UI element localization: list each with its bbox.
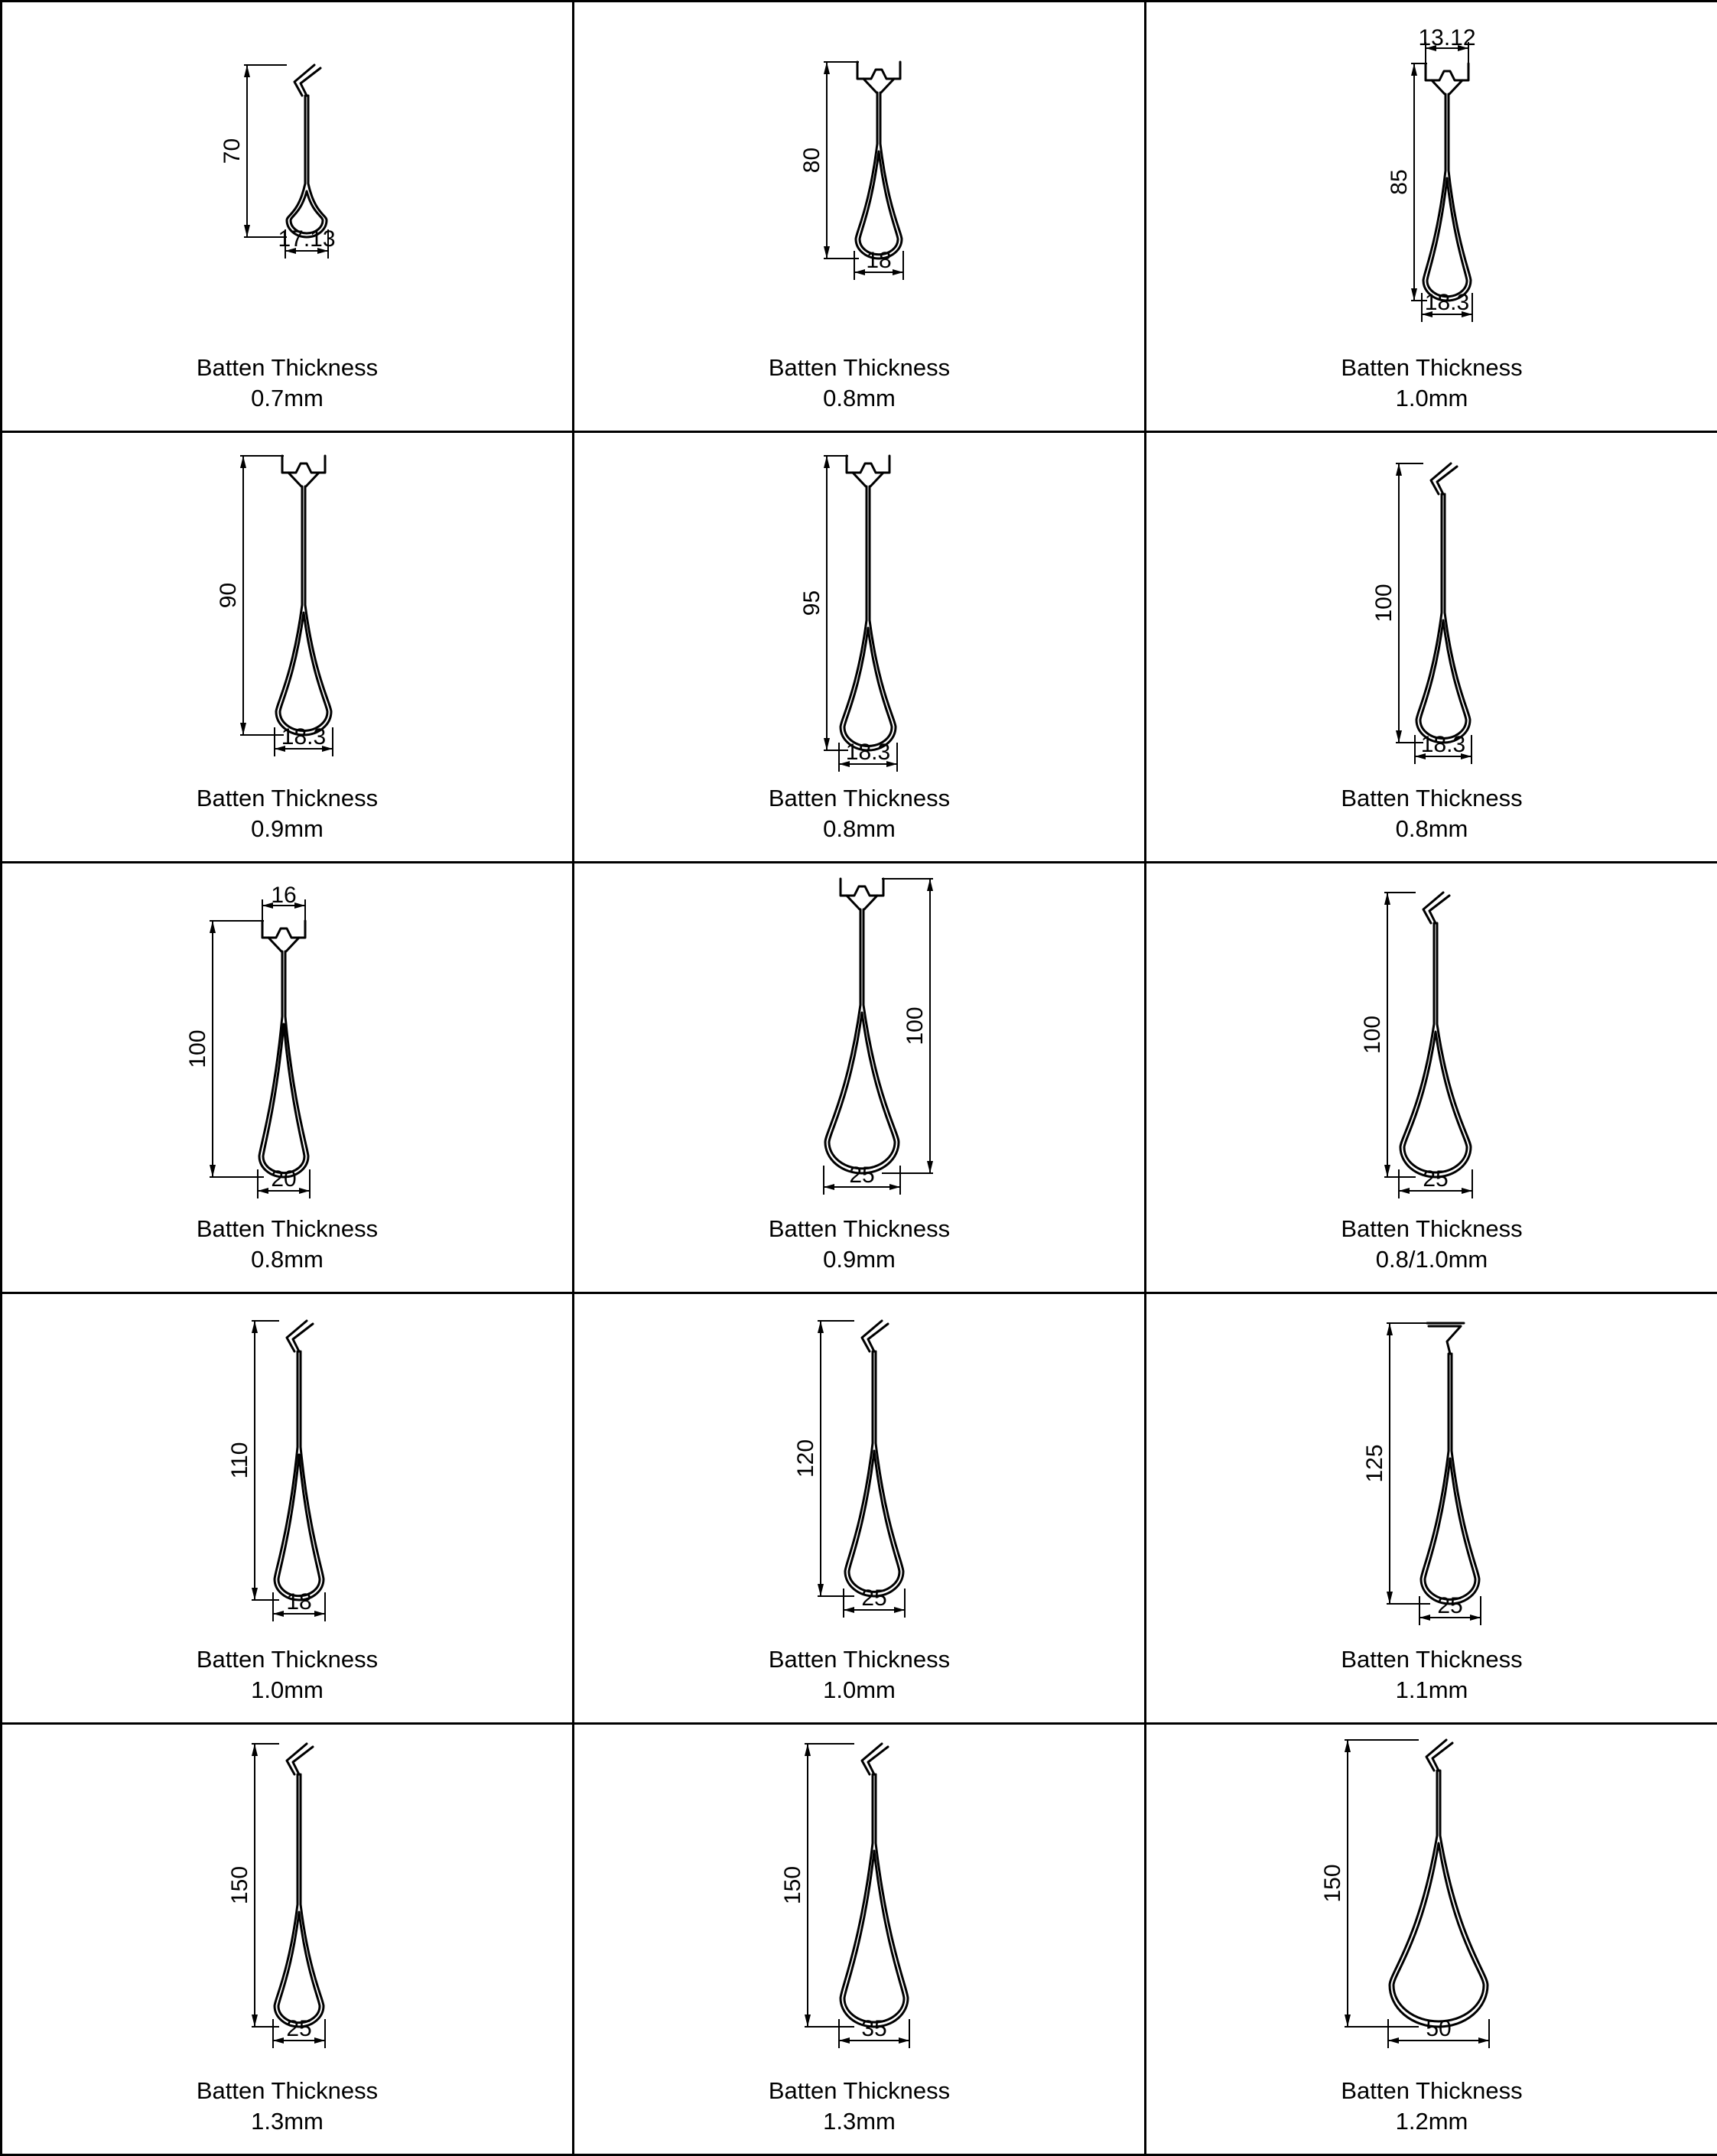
- width-dimension-label: 25: [1437, 1593, 1463, 1618]
- thickness-value: 0.8mm: [1395, 815, 1468, 842]
- profile-outline: [841, 456, 896, 750]
- dimension-arrowhead: [889, 1184, 900, 1190]
- profile-drawing: [2, 1294, 574, 1635]
- profile-drawing: [2, 1725, 574, 2067]
- profile-outline: [1421, 1323, 1479, 1604]
- profile-drawing: [1146, 1294, 1717, 1635]
- dimension-arrowhead: [1462, 1188, 1472, 1194]
- profile-drawing: [1146, 863, 1717, 1205]
- caption-label: Batten Thickness: [1341, 785, 1523, 811]
- top-dimension-label: 16: [271, 883, 297, 908]
- batten-caption: [2, 1214, 572, 1275]
- profile-outline: [1416, 463, 1470, 743]
- batten-caption: [2, 783, 572, 844]
- caption-label: Batten Thickness: [768, 2077, 951, 2104]
- profile-drawing: [574, 1725, 1146, 2067]
- profile-cell: [1144, 431, 1717, 863]
- width-dimension-label: 18: [866, 248, 892, 273]
- batten-caption: [2, 2076, 572, 2137]
- dimension-arrowhead: [805, 1744, 811, 1756]
- dimension-arrowhead: [1345, 1740, 1351, 1752]
- profile-cell: [0, 861, 574, 1294]
- dimension-arrowhead: [252, 2015, 258, 2027]
- width-dimension-label: 20: [271, 1166, 297, 1192]
- batten-caption: [1146, 2076, 1717, 2137]
- width-dimension-label: 50: [1426, 2016, 1452, 2041]
- profile-cell: [1144, 861, 1717, 1294]
- dimension-arrowhead: [1345, 2015, 1351, 2027]
- batten-caption: [1146, 1644, 1717, 1706]
- height-dimension-label: 85: [1387, 169, 1412, 195]
- dimension-arrowhead: [927, 1161, 933, 1173]
- dimension-arrowhead: [893, 269, 903, 275]
- width-dimension-label: 18: [286, 1589, 312, 1615]
- batten-caption: [574, 783, 1144, 844]
- height-dimension-label: 80: [799, 147, 824, 174]
- dimension-arrowhead: [1396, 463, 1402, 476]
- dimension-arrowhead: [818, 1321, 824, 1333]
- thickness-value: 0.9mm: [823, 1246, 896, 1273]
- height-dimension-label: 70: [220, 138, 245, 164]
- height-dimension-label: 125: [1362, 1444, 1387, 1483]
- width-dimension-label: 25: [286, 2016, 312, 2041]
- profile-cell: [0, 1292, 574, 1725]
- dimension-arrowhead: [1419, 1615, 1430, 1621]
- profile-drawing: [574, 433, 1146, 774]
- width-dimension-label: 25: [861, 1585, 887, 1611]
- dimension-arrowhead: [240, 456, 246, 468]
- profile-drawing: [1146, 2, 1717, 343]
- dimension-arrowhead: [1411, 63, 1417, 76]
- caption-label: Batten Thickness: [196, 2077, 379, 2104]
- dimension-arrowhead: [299, 1188, 310, 1194]
- profile-outline: [845, 1321, 903, 1596]
- dimension-arrowhead: [805, 2015, 811, 2027]
- batten-caption: [1146, 783, 1717, 844]
- height-dimension-label: 95: [799, 590, 824, 616]
- dimension-arrowhead: [844, 1607, 854, 1613]
- dimension-arrowhead: [839, 2037, 850, 2044]
- dimension-arrowhead: [1399, 1188, 1410, 1194]
- width-dimension-label: 25: [849, 1163, 875, 1188]
- dimension-arrowhead: [1387, 1323, 1393, 1335]
- height-dimension-label: 100: [1360, 1015, 1385, 1055]
- thickness-value: 0.8mm: [251, 1246, 324, 1273]
- caption-label: Batten Thickness: [196, 354, 379, 381]
- thickness-value: 0.8/1.0mm: [1375, 1246, 1488, 1273]
- caption-label: Batten Thickness: [1341, 2077, 1523, 2104]
- batten-caption: [574, 1214, 1144, 1275]
- dimension-arrowhead: [273, 2037, 284, 2044]
- thickness-value: 0.8mm: [823, 385, 896, 411]
- profile-drawing: [574, 863, 1146, 1205]
- profile-outline: [1423, 63, 1471, 301]
- dimension-arrowhead: [244, 225, 250, 237]
- profile-outline: [856, 62, 902, 259]
- dimension-arrowhead: [258, 1188, 268, 1194]
- dimension-arrowhead: [1384, 1165, 1390, 1177]
- caption-label: Batten Thickness: [196, 1215, 379, 1242]
- profile-drawing: [1146, 433, 1717, 774]
- profile-outline: [287, 65, 327, 237]
- profile-outline: [275, 1744, 324, 2027]
- dimension-arrowhead: [252, 1321, 258, 1333]
- profile-drawing: [574, 1294, 1146, 1635]
- width-dimension-label: 17.13: [278, 226, 336, 252]
- profile-cell: [0, 1722, 574, 2156]
- dimension-arrowhead: [824, 246, 830, 259]
- dimension-arrowhead: [1387, 1592, 1393, 1604]
- dimension-arrowhead: [824, 456, 830, 468]
- height-dimension-label: 110: [227, 1442, 252, 1479]
- width-dimension-label: 18.3: [845, 740, 891, 765]
- profile-drawing: [1146, 1725, 1717, 2067]
- caption-label: Batten Thickness: [768, 785, 951, 811]
- top-dimension-label: 13.12: [1418, 25, 1476, 50]
- dimension-arrowhead: [252, 1588, 258, 1600]
- height-dimension-label: 90: [216, 582, 241, 609]
- profile-outline: [1400, 893, 1471, 1177]
- height-dimension-label: 150: [1320, 1864, 1345, 1903]
- profile-outline: [825, 879, 899, 1173]
- width-dimension-label: 18.3: [1424, 290, 1470, 315]
- caption-label: Batten Thickness: [1341, 354, 1523, 381]
- dimension-arrowhead: [210, 921, 216, 933]
- thickness-value: 1.0mm: [823, 1676, 896, 1703]
- caption-label: Batten Thickness: [768, 1646, 951, 1673]
- dimension-arrowhead: [824, 62, 830, 74]
- dimension-arrowhead: [894, 1607, 905, 1613]
- profile-cell: [572, 1722, 1146, 2156]
- dimension-arrowhead: [1411, 288, 1417, 301]
- profile-drawing: [574, 2, 1146, 343]
- thickness-value: 1.3mm: [251, 2108, 324, 2135]
- thickness-value: 1.3mm: [823, 2108, 896, 2135]
- batten-caption: [1146, 1214, 1717, 1275]
- caption-label: Batten Thickness: [768, 1215, 951, 1242]
- dimension-arrowhead: [824, 1184, 834, 1190]
- profile-cell: [0, 0, 574, 433]
- profile-outline: [1390, 1740, 1488, 2027]
- height-dimension-label: 120: [793, 1439, 818, 1478]
- profile-cell: [1144, 1292, 1717, 1725]
- profile-cell: [0, 431, 574, 863]
- dimension-arrowhead: [899, 2037, 909, 2044]
- profile-cell: [1144, 1722, 1717, 2156]
- caption-label: Batten Thickness: [196, 1646, 379, 1673]
- height-dimension-label: 100: [902, 1006, 928, 1045]
- batten-caption: [2, 353, 572, 414]
- profile-cell: [1144, 0, 1717, 433]
- height-dimension-label: 100: [1371, 584, 1397, 623]
- thickness-value: 0.8mm: [823, 815, 896, 842]
- caption-label: Batten Thickness: [1341, 1646, 1523, 1673]
- thickness-value: 0.9mm: [251, 815, 324, 842]
- thickness-value: 1.0mm: [1395, 385, 1468, 411]
- dimension-arrowhead: [1384, 893, 1390, 905]
- dimension-arrowhead: [244, 65, 250, 77]
- caption-label: Batten Thickness: [768, 354, 951, 381]
- dimension-arrowhead: [1396, 730, 1402, 743]
- caption-label: Batten Thickness: [1341, 1215, 1523, 1242]
- profile-outline: [275, 1321, 324, 1600]
- height-dimension-label: 150: [780, 1865, 805, 1905]
- profile-cell: [572, 0, 1146, 433]
- thickness-value: 1.1mm: [1395, 1676, 1468, 1703]
- dimension-arrowhead: [824, 738, 830, 750]
- caption-label: Batten Thickness: [196, 785, 379, 811]
- profile-drawing: [2, 2, 574, 343]
- profile-outline: [841, 1744, 908, 2027]
- batten-caption: [1146, 353, 1717, 414]
- dimension-arrowhead: [854, 269, 865, 275]
- dimension-arrowhead: [252, 1744, 258, 1756]
- dimension-arrowhead: [273, 1611, 284, 1617]
- profile-drawing: [2, 863, 574, 1205]
- profile-cell: [572, 861, 1146, 1294]
- profile-cell: [572, 1292, 1146, 1725]
- width-dimension-label: 18.3: [1420, 732, 1466, 757]
- profile-outline: [259, 921, 308, 1177]
- dimension-arrowhead: [1388, 2037, 1399, 2044]
- height-dimension-label: 150: [227, 1865, 252, 1905]
- profile-outline: [276, 456, 331, 735]
- dimension-arrowhead: [314, 1611, 325, 1617]
- profile-drawing: [2, 433, 574, 774]
- batten-caption: [574, 1644, 1144, 1706]
- dimension-arrowhead: [927, 879, 933, 891]
- width-dimension-label: 18.3: [281, 724, 327, 750]
- dimension-arrowhead: [240, 723, 246, 735]
- width-dimension-label: 25: [1423, 1166, 1449, 1192]
- height-dimension-label: 100: [185, 1029, 210, 1068]
- dimension-arrowhead: [314, 2037, 325, 2044]
- dimension-arrowhead: [1478, 2037, 1489, 2044]
- batten-caption: [574, 353, 1144, 414]
- dimension-arrowhead: [1470, 1615, 1481, 1621]
- thickness-value: 0.7mm: [251, 385, 324, 411]
- dimension-arrowhead: [210, 1165, 216, 1177]
- thickness-value: 1.2mm: [1395, 2108, 1468, 2135]
- width-dimension-label: 35: [861, 2016, 887, 2041]
- batten-caption: [2, 1644, 572, 1706]
- dimension-arrowhead: [818, 1584, 824, 1596]
- thickness-value: 1.0mm: [251, 1676, 324, 1703]
- batten-caption: [574, 2076, 1144, 2137]
- profile-cell: [572, 431, 1146, 863]
